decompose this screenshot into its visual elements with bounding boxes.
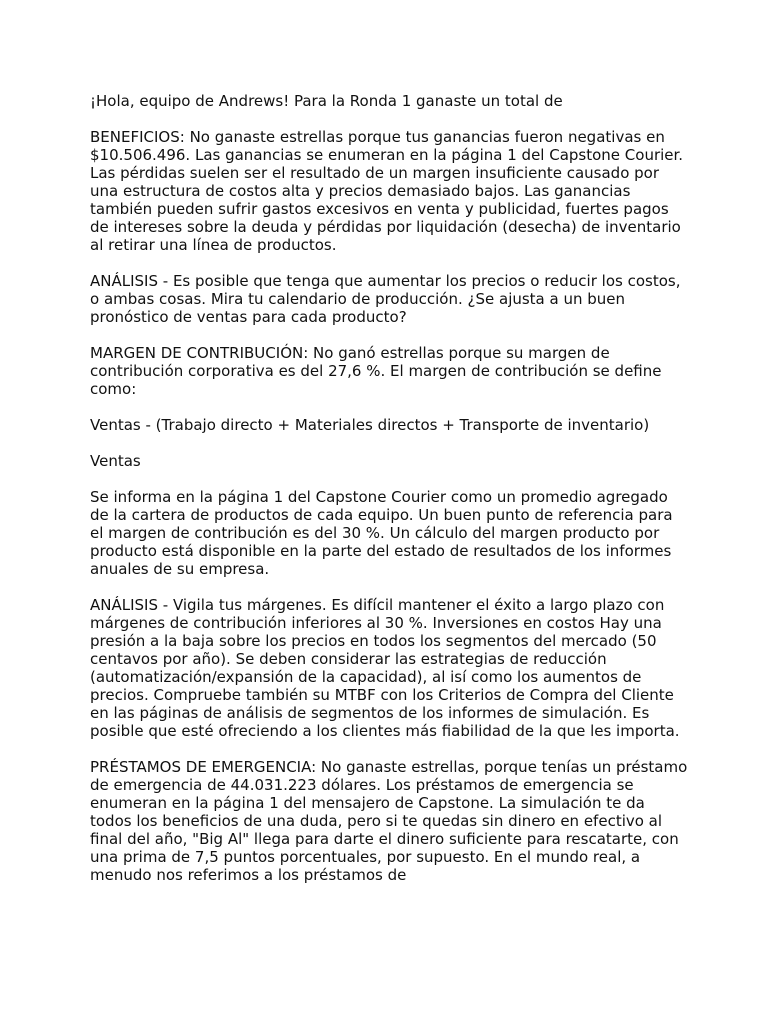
margen-contribucion-paragraph: MARGEN DE CONTRIBUCIÓN: No ganó estrellas porque su margen de contribución corporativa es del 27,6 %. El margen de contribución se define como: — [90, 344, 662, 398]
greeting-paragraph: ¡Hola, equipo de Andrews! Para la Ronda 1 ganaste un total de — [90, 92, 563, 110]
document-body — [90, 92, 690, 902]
analisis-paragraph-1: ANÁLISIS - Es posible que tenga que aumentar los precios o reducir los costos, o ambas cosas. Mira tu calendario de producción. ¿Se ajusta a un buen pronóstico de ventas para cada producto? — [90, 272, 681, 326]
beneficios-paragraph: BENEFICIOS: No ganaste estrellas porque tus ganancias fueron negativas en $10.506.496. Las ganancias se enumeran en la página 1 del Capstone Courier. Las pérdidas suelen ser el resultado de un margen insuficiente causado por una estructura de costos alta y precios demasiado bajos. Las ganancias también pueden sufrir gastos excesivos en venta y publicidad, fuertes pagos de intereses sobre la deuda y pérdidas por liquidación (desecha) de inventario al retirar una línea de productos. — [90, 128, 684, 254]
capstone-courier-paragraph: Se informa en la página 1 del Capstone Courier como un promedio agregado de la cartera de productos de cada equipo. Un buen punto de referencia para el margen de contribución es del 30 %. Un cálculo del margen producto por producto está disponible en la parte del estado de resultados de los informes anuales de su empresa. — [90, 488, 673, 578]
ventas-paragraph: Ventas — [90, 452, 141, 470]
formula-paragraph: Ventas - (Trabajo directo + Materiales directos + Transporte de inventario) — [90, 416, 650, 434]
prestamos-emergencia-paragraph: PRÉSTAMOS DE EMERGENCIA: No ganaste estrellas, porque tenías un préstamo de emergencia de 44.031.223 dólares. Los préstamos de emergencia se enumeran en la página 1 del mensajero de Capstone. La simulación te da todos los beneficios de una duda, pero si te quedas sin dinero en efectivo al final del año, "Big Al" llega para darte el dinero suficiente para rescatarte, con una prima de 7,5 puntos porcentuales, por supuesto. En el mundo real, a menudo nos referimos a los préstamos de — [90, 758, 688, 884]
analisis-paragraph-2: ANÁLISIS - Vigila tus márgenes. Es difícil mantener el éxito a largo plazo con márgenes de contribución inferiores al 30 %. Inversiones en costos Hay una presión a la baja sobre los precios en todos los segmentos del mercado (50 centavos por año). Se deben considerar las estrategias de reducción (automatización/expansión de la capacidad), al isí como los aumentos de precios. Compruebe también su MTBF con los Criterios de Compra del Cliente en las páginas de análisis de segmentos de los informes de simulación. Es posible que esté ofreciendo a los clientes más fiabilidad de la que les importa. — [90, 596, 680, 740]
